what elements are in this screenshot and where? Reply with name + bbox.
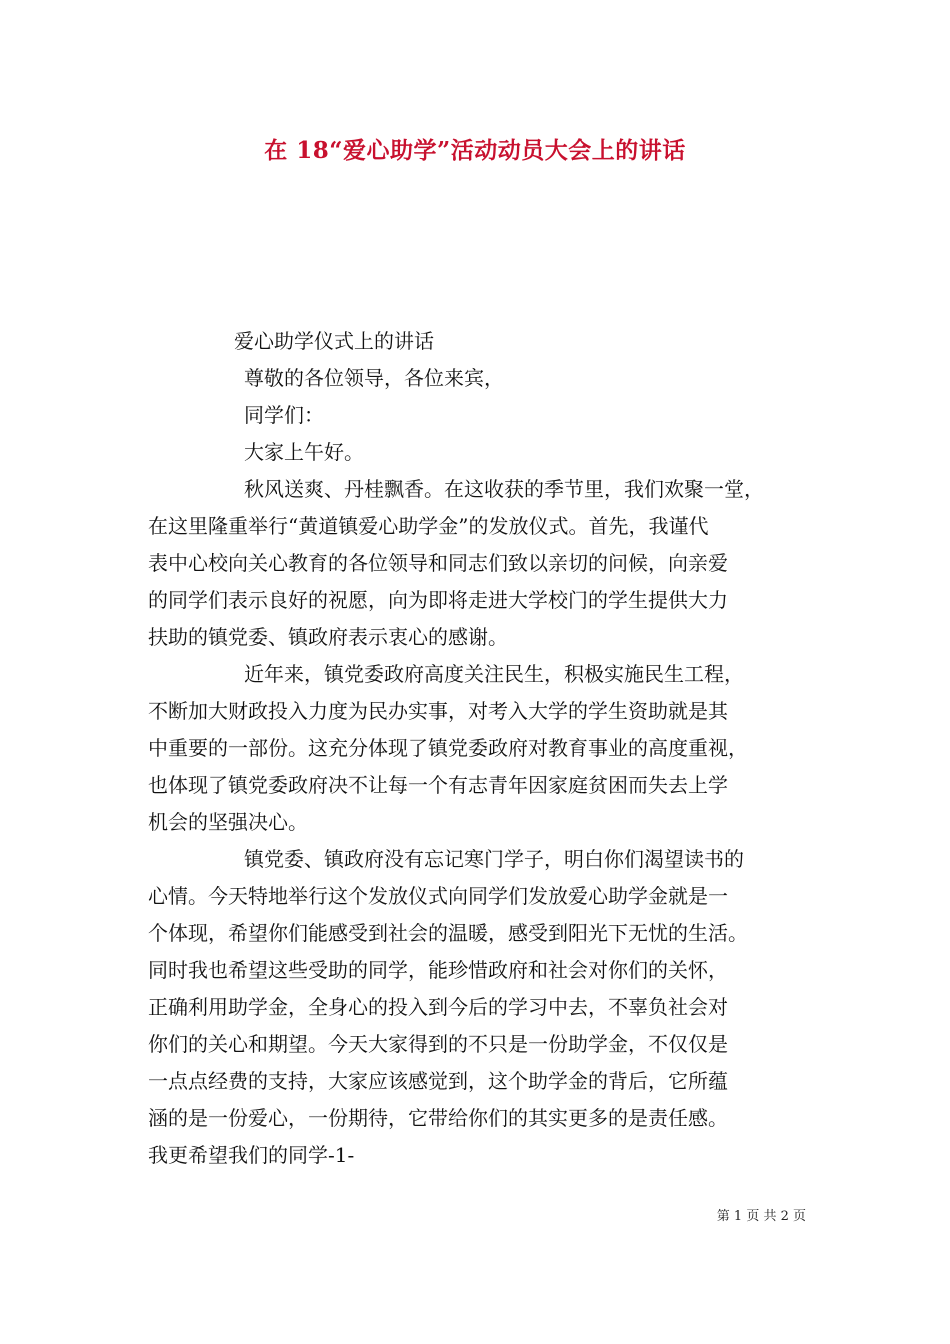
paragraph-line: 你们的关心和期望。今天大家得到的不只是一份助学金，不仅仅是 <box>148 1032 728 1056</box>
paragraph-line: 涵的是一份爱心，一份期待，它带给你们的其实更多的是责任感。 <box>148 1106 728 1130</box>
paragraph-line: 我更希望我们的同学-1- <box>148 1143 355 1167</box>
paragraph-line: 镇党委、镇政府没有忘记寒门学子，明白你们渴望读书的 <box>244 847 744 871</box>
paragraph-line: 在这里隆重举行“黄道镇爱心助学金”的发放仪式。首先，我谨代 <box>148 514 709 538</box>
paragraph-line: 同时我也希望这些受助的同学，能珍惜政府和社会对你们的关怀， <box>148 958 728 982</box>
paragraph <box>148 471 828 656</box>
document-title: 在 18“爱心助学”活动动员大会上的讲话 <box>264 137 686 164</box>
page-number: 第 1 页 共 2 页 <box>716 1209 806 1224</box>
paragraph <box>148 841 828 1174</box>
greeting-line: 大家上午好。 <box>244 440 364 464</box>
paragraph-line: 表中心校向关心教育的各位领导和同志们致以亲切的问候，向亲爱 <box>148 551 728 575</box>
paragraph-line: 秋风送爽、丹桂飘香。在这收获的季节里，我们欢聚一堂， <box>244 477 764 501</box>
paragraph-line: 中重要的一部份。这充分体现了镇党委政府对教育事业的高度重视， <box>148 736 748 760</box>
paragraph-line: 不断加大财政投入力度为民办实事，对考入大学的学生资助就是其 <box>148 699 728 723</box>
paragraph-line: 个体现，希望你们能感受到社会的温暖，感受到阳光下无忧的生活。 <box>148 921 748 945</box>
paragraph-line: 的同学们表示良好的祝愿，向为即将走进大学校门的学生提供大力 <box>148 588 728 612</box>
paragraph-line: 一点点经费的支持，大家应该感觉到，这个助学金的背后，它所蕴 <box>148 1069 728 1093</box>
paragraph-line: 正确利用助学金，全身心的投入到今后的学习中去，不辜负社会对 <box>148 995 728 1019</box>
speech-heading: 爱心助学仪式上的讲话 <box>234 329 434 353</box>
greeting-line: 同学们： <box>244 403 324 427</box>
document-body <box>148 323 828 1174</box>
paragraph-line: 也体现了镇党委政府决不让每一个有志青年因家庭贫困而失去上学 <box>148 773 728 797</box>
paragraph <box>148 656 828 841</box>
paragraph-line: 机会的坚强决心。 <box>148 810 308 834</box>
paragraph-line: 心情。今天特地举行这个发放仪式向同学们发放爱心助学金就是一 <box>148 884 728 908</box>
paragraph-line: 扶助的镇党委、镇政府表示衷心的感谢。 <box>148 625 508 649</box>
greeting-line: 尊敬的各位领导，各位来宾， <box>244 366 504 390</box>
paragraph-line: 近年来，镇党委政府高度关注民生，积极实施民生工程， <box>244 662 744 686</box>
